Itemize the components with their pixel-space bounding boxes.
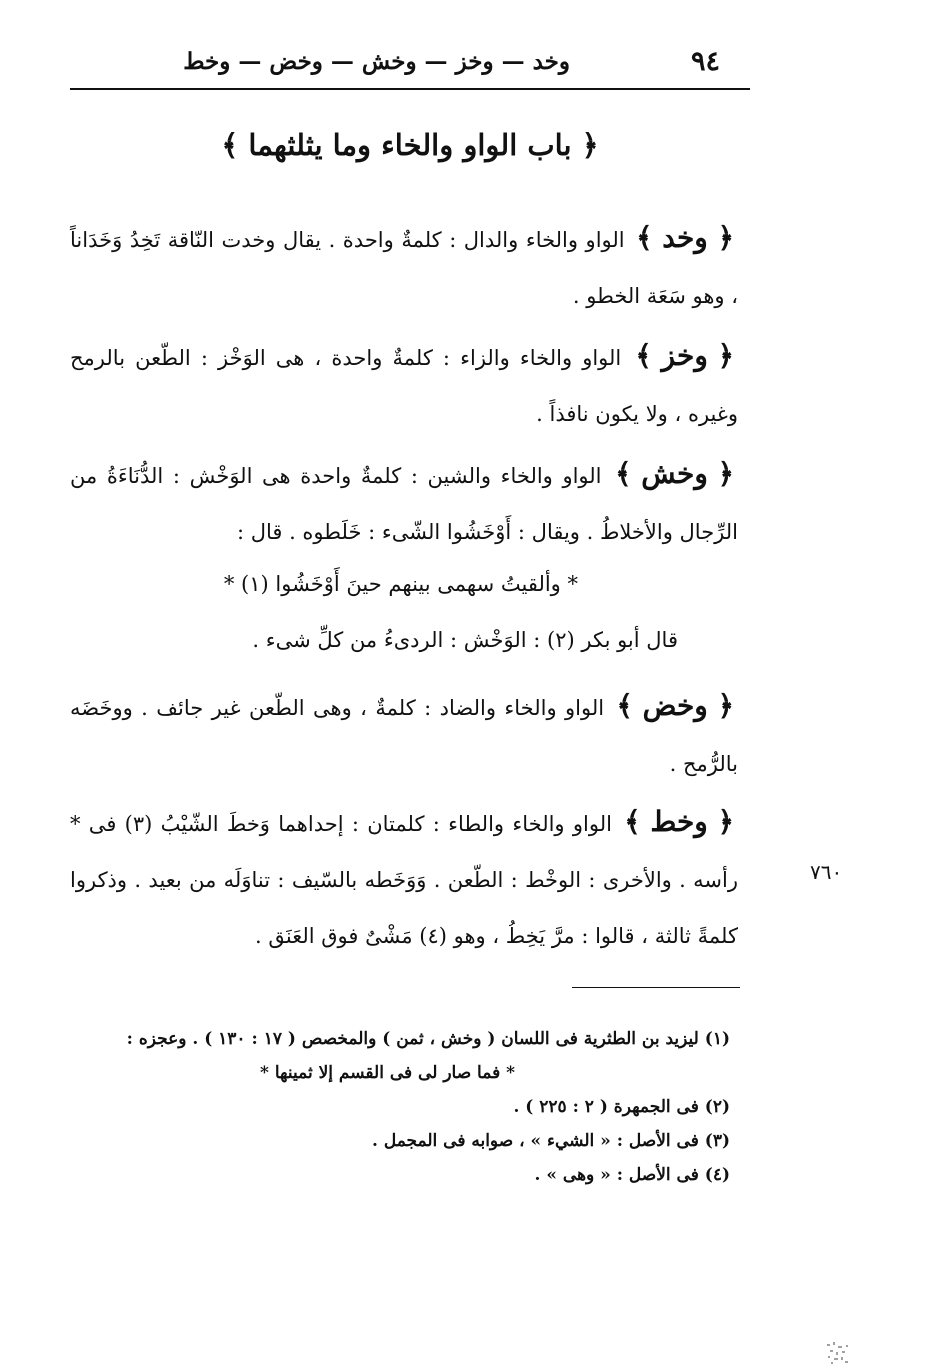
entry-headword: ﴿ وخش ﴾ — [615, 457, 734, 490]
chapter-title: ﴿ باب الواو والخاء وما يثلثهما ﴾ — [221, 128, 599, 162]
entry-text: الواو والخاء والزاء : كلمةٌ واحدة ، هى الوَخْز : الطّعن بالرمح وغيره ، ولا يكون نافذاً . — [70, 346, 738, 426]
entry-headword: ﴿ وخط ﴾ — [624, 805, 734, 838]
footnote-2: (٢) فى الجمهرة ( ٢ : ٢٢٥ ) . — [513, 1097, 730, 1117]
entry-headword: ﴿ وخد ﴾ — [636, 221, 734, 254]
scan-artifact — [824, 1340, 852, 1366]
entry-text: الواو والخاء والضاد : كلمةٌ ، وهى الطّعن غير جائف . ووخَضَه بالرُّمح . — [70, 696, 738, 776]
footnotes — [62, 1022, 730, 1192]
footnote-1-verse: * فما صار لى فى القسم إلا ثمينها * — [260, 1063, 515, 1083]
entry-wakhada-dad — [70, 678, 738, 792]
verse-line: * وألقيتُ سهمى بينهم حينَ أَوْخَشُوا (١) * — [223, 572, 578, 596]
page-header — [70, 40, 750, 90]
footnote-3: (٣) فى الأصل : « الشيء » ، صوابه فى المجمل . — [371, 1131, 730, 1151]
entry-text: الواو والخاء والدال : كلمةٌ واحدة . يقال وخدت النّاقة تَخِدُ وَخَدَاناً ، وهو سَعَة الخطو . — [70, 228, 738, 308]
running-head: وخد — وخز — وخش — وخض — وخط — [183, 48, 570, 75]
footnote-1: (١) ليزيد بن الطثرية فى اللسان ( وخش ، ثمن ) والمخصص ( ١٧ : ١٣٠ ) . وعجزه : — [126, 1029, 730, 1049]
footnote-4: (٤) فى الأصل : « وهى » . — [534, 1165, 730, 1185]
quote-line: قال أبو بكر (٢) : الوَخْش : الردىءُ من كلِّ شىء . — [252, 628, 678, 652]
entry-text: الواو والخاء والشين : كلمةٌ واحدة هى الوَخْش : الدُّنَاءَةُ من الرِّجال والأخلاطُ . ويقال : أَوْخَشُوا الشّىء : خَلَطوه . قال : — [70, 464, 738, 544]
page-number: ٩٤ — [690, 46, 720, 77]
header-rule — [70, 88, 750, 90]
entry-wakhasha — [70, 446, 738, 560]
footnote-rule — [572, 987, 740, 988]
entry-text: الواو والخاء والطاء : كلمتان : إحداهما وَخطَ الشّيْبُ (٣) فى * رأسه . والأخرى : الوخْط : الطّعن . وَوَخَطه بالسّيف : تناوَلَه من بعيد . وذكروا كلمةً ثالثة ، قالوا : مرَّ يَخِطُ ، وهو (٤) مَشْىٌ فوق العَنَق . — [70, 812, 738, 948]
entry-headword: ﴿ وخض ﴾ — [616, 689, 734, 722]
entry-headword: ﴿ وخز ﴾ — [635, 339, 734, 372]
entry-wakhada — [70, 210, 738, 324]
entry-wakhata — [70, 794, 738, 964]
margin-number: ٧٦٠ — [810, 860, 843, 884]
entry-wakhaza — [70, 328, 738, 442]
